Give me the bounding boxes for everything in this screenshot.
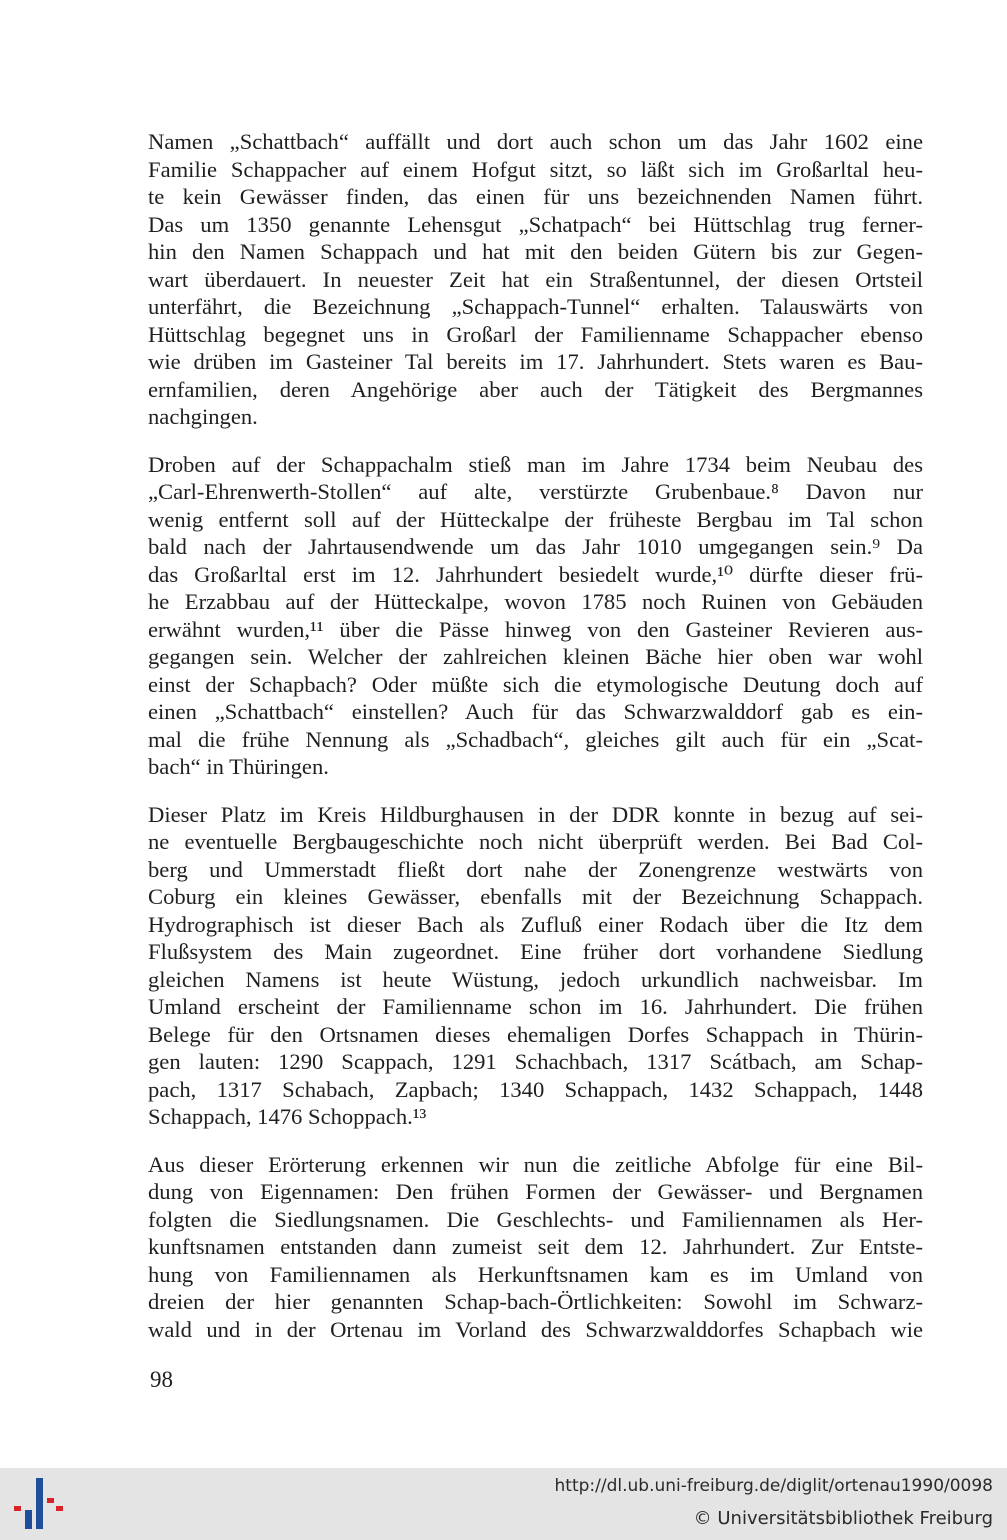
text-line: hin den Namen Schappach und hat mit den beiden Gütern bis zur Gegen- bbox=[148, 239, 923, 264]
text-line: folgten die Siedlungsnamen. Die Geschlechts- und Familiennamen als Her- bbox=[148, 1206, 923, 1232]
text-line: einen „Schattbach“ einstellen? Auch für das Schwarzwalddorf gab es ein- bbox=[148, 699, 923, 724]
text-line: nachgingen. bbox=[148, 404, 258, 429]
text-line: Belege für den Ortsnamen dieses ehemaligen Dorfes Schappach in Thürin- bbox=[148, 1021, 923, 1047]
text-line: wie drüben im Gasteiner Tal bereits im 17. Jahrhundert. Stets waren es Bau- bbox=[148, 349, 923, 374]
text-line: he Erzabbau auf der Hütteckalpe, wovon 1785 noch Ruinen von Gebäuden bbox=[148, 589, 923, 614]
text-line: Schappach, 1476 Schoppach.¹³ bbox=[148, 1104, 427, 1129]
university-library-logo-icon bbox=[12, 1476, 64, 1532]
text-line: Namen „Schattbach“ auffällt und dort auch schon um das Jahr 1602 eine bbox=[148, 129, 923, 154]
text-line: te kein Gewässer finden, das einen für uns bezeichnenden Namen führt. bbox=[148, 184, 923, 209]
text-line: gleichen Namens ist heute Wüstung, jedoch urkundlich nachweisbar. Im bbox=[148, 966, 923, 992]
text-line: wald und in der Ortenau im Vorland des Schwarzwalddorfes Schapbach wie bbox=[148, 1316, 923, 1342]
text-line: Umland erscheint der Familienname schon im 16. Jahrhundert. Die frühen bbox=[148, 994, 923, 1019]
text-line: erwähnt wurden,¹¹ über die Pässe hinweg von den Gasteiner Revieren aus- bbox=[148, 616, 923, 642]
paragraph-1 bbox=[148, 128, 923, 431]
paragraph-3 bbox=[148, 801, 923, 1131]
text-line: hung von Familiennamen als Herkunftsnamen kam es im Umland von bbox=[148, 1261, 923, 1287]
text-line: gen lauten: 1290 Scappach, 1291 Schachbach, 1317 Scátbach, am Schap- bbox=[148, 1049, 923, 1074]
text-line: Flußsystem des Main zugeordnet. Eine früher dort vorhandene Siedlung bbox=[148, 939, 923, 964]
text-line: wart überdauert. In neuester Zeit hat ein Straßentunnel, der diesen Ortsteil bbox=[148, 266, 923, 292]
page-number: 98 bbox=[150, 1367, 173, 1392]
paragraph-4 bbox=[148, 1151, 923, 1344]
text-line: ne eventuelle Bergbaugeschichte noch nicht überprüft werden. Bei Bad Col- bbox=[148, 829, 923, 854]
text-line: Hydrographisch ist dieser Bach als Zufluß einer Rodach über die Itz dem bbox=[148, 911, 923, 937]
text-line: gegangen sein. Welcher der zahlreichen kleinen Bäche hier oben war wohl bbox=[148, 644, 923, 669]
text-line: Coburg ein kleines Gewässer, ebenfalls mit der Bezeichnung Schappach. bbox=[148, 884, 923, 909]
text-line: bald nach der Jahrtausendwende um das Jahr 1010 umgegangen sein.⁹ Da bbox=[148, 534, 923, 559]
text-line: berg und Ummerstadt fließt dort nahe der Zonengrenze westwärts von bbox=[148, 856, 923, 882]
text-line: mal die frühe Nennung als „Schadbach“, gleiches gilt auch für ein „Scat- bbox=[148, 726, 923, 752]
text-line: Hüttschlag begegnet uns in Großarl der Familienname Schappacher ebenso bbox=[148, 321, 923, 347]
text-line: „Carl-Ehrenwerth-Stollen“ auf alte, verstürzte Grubenbaue.⁸ Davon nur bbox=[148, 479, 923, 504]
text-line: ernfamilien, deren Angehörige aber auch der Tätigkeit des Bergmannes bbox=[148, 376, 923, 402]
footer-bar bbox=[0, 1468, 1007, 1540]
text-line: kunftsnamen entstanden dann zumeist seit dem 12. Jahrhundert. Zur Entste- bbox=[148, 1234, 923, 1259]
paragraph-2 bbox=[148, 451, 923, 781]
text-line: wenig entfernt soll auf der Hütteckalpe der früheste Bergbau im Tal schon bbox=[148, 506, 923, 532]
text-line: unterfährt, die Bezeichnung „Schappach-Tunnel“ erhalten. Talauswärts von bbox=[148, 294, 923, 319]
footer-copyright: © Universitätsbibliothek Freiburg bbox=[693, 1508, 993, 1529]
text-line: dreien der hier genannten Schap-bach-Örtlichkeiten: Sowohl im Schwarz- bbox=[148, 1289, 923, 1314]
text-line: das Großarltal erst im 12. Jahrhundert besiedelt wurde,¹⁰ dürfte dieser frü- bbox=[148, 561, 923, 587]
footer-url-link[interactable]: http://dl.ub.uni-freiburg.de/diglit/ortenau1990/0098 bbox=[554, 1476, 993, 1496]
text-line: Aus dieser Erörterung erkennen wir nun die zeitliche Abfolge für eine Bil- bbox=[148, 1151, 923, 1177]
text-line: Droben auf der Schappachalm stieß man im Jahre 1734 beim Neubau des bbox=[148, 451, 923, 477]
page-body bbox=[148, 128, 923, 1363]
text-line: einst der Schapbach? Oder müßte sich die etymologische Deutung doch auf bbox=[148, 671, 923, 697]
text-line: Das um 1350 genannte Lehensgut „Schatpach“ bei Hüttschlag trug ferner- bbox=[148, 211, 923, 237]
text-line: Familie Schappacher auf einem Hofgut sitzt, so läßt sich im Großarltal heu- bbox=[148, 156, 923, 182]
text-line: dung von Eigennamen: Den frühen Formen der Gewässer- und Bergnamen bbox=[148, 1179, 923, 1204]
text-line: bach“ in Thüringen. bbox=[148, 754, 329, 779]
text-line: pach, 1317 Schabach, Zapbach; 1340 Schappach, 1432 Schappach, 1448 bbox=[148, 1076, 923, 1102]
text-line: Dieser Platz im Kreis Hildburghausen in der DDR konnte in bezug auf sei- bbox=[148, 801, 923, 827]
